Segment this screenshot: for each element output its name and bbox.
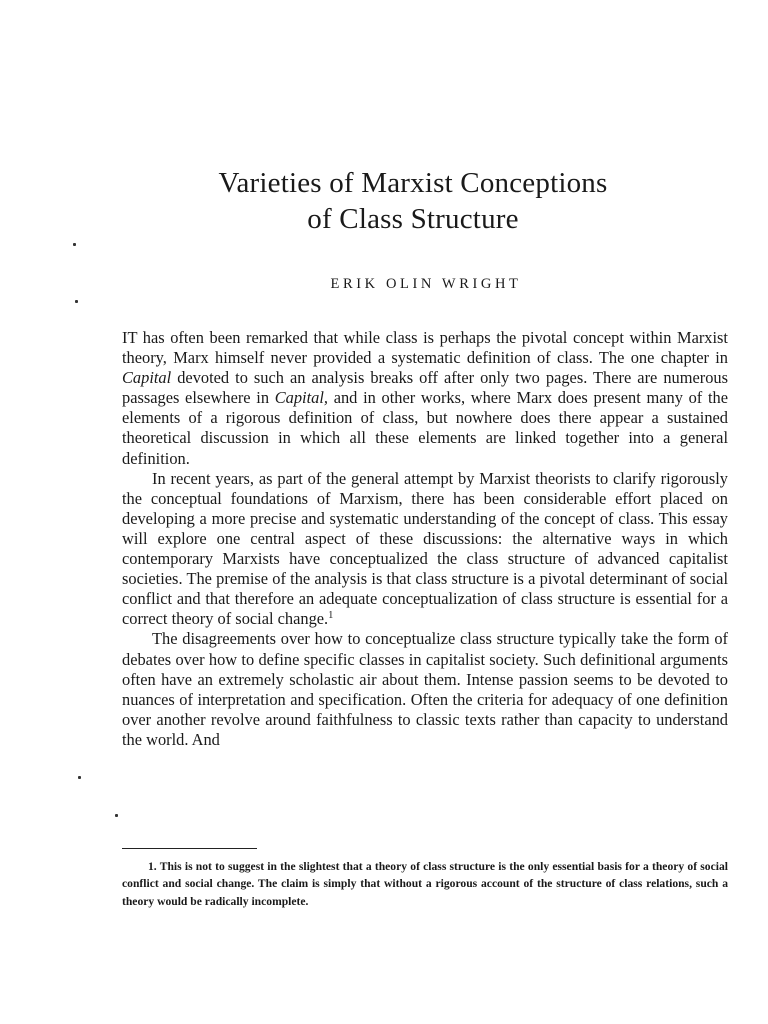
paragraph-text: IT has often been remarked that while class is perhaps the pivotal concept within Marxist theory, Marx himself never provided a systematic definition of class. The one chapter in (122, 328, 728, 368)
article-title (0, 165, 768, 237)
paragraph-text: In recent years, as part of the general attempt by Marxist theorists to clarify rigorously the conceptual foundations of Marxism, there has been considerable effort placed on developing a more precise and systematic understanding of the concept of class. This essay will explore one central aspect of these discussions: the alternative ways in which contemporary Marxists have conceptualized the class structure of advanced capitalist societies. The premise of the analysis is that class structure is a pivotal determinant of social conflict and that therefore an adequate conceptualization of class structure is essential for a correct theory of social change. (122, 468, 728, 629)
body-paragraph (122, 629, 728, 750)
author-name: ERIK OLIN WRIGHT (330, 276, 522, 292)
body-text (122, 328, 728, 750)
scan-speck (115, 814, 118, 817)
footnote-text: This is not to suggest in the slightest that a theory of class structure is the only essential basis for a theory of social conflict and social change. The claim is simply that without a rigorous account of the structure of class relations, such a theory would be radically incomplete. (122, 860, 728, 908)
title-line-2: of Class Structure (307, 203, 519, 235)
footnote-number: 1. (148, 860, 157, 873)
footnote (122, 858, 728, 910)
body-paragraph (122, 469, 728, 630)
paragraph-text: and in other works, where Marx does present many of the elements of a rigorous definition of class, but nowhere does there appear a sustained theoretical discussion in which all these elements are linked together into a general definition. (122, 388, 728, 468)
footnote-rule (122, 848, 257, 849)
body-paragraph (122, 328, 728, 469)
title-line-1: Varieties of Marxist Conceptions (218, 167, 608, 199)
paragraph-text: devoted to such an analysis breaks off after only two pages. There are numerous passages elsewhere in (122, 368, 728, 408)
scan-speck (73, 243, 76, 246)
italic-title: Capital, (274, 388, 329, 408)
footnote-reference: 1 (328, 610, 334, 622)
italic-title: Capital (122, 368, 172, 388)
paragraph-text: The disagreements over how to conceptualize class structure typically take the form of debates over how to define specific classes in capitalist society. Such definitional arguments often have an extremely scholastic air about them. Intense passion seems to be devoted to nuances of interpretation and specification. Often the criteria for adequacy of one definition over another revolve around faithfulness to classic texts rather than capacity to understand the world. And (122, 629, 728, 749)
scan-speck (78, 776, 81, 779)
scan-speck (75, 300, 78, 303)
